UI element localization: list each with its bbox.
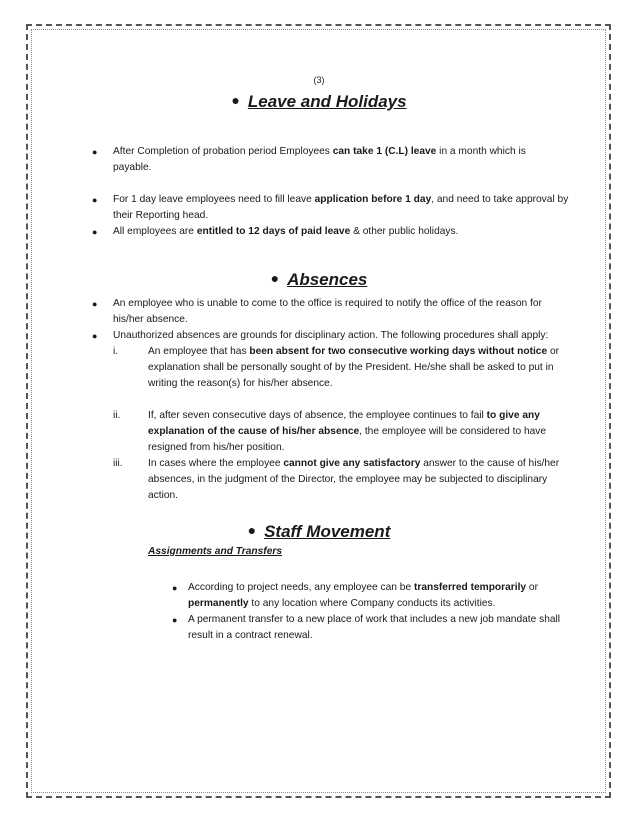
leave-item-2: For 1 day leave employees need to fill leave application before 1 day, and need to take approval by their Reporting head. bbox=[113, 194, 569, 221]
staff-item-1: According to project needs, any employee can be transferred temporarily or permanently to any location where Company conducts its activities. bbox=[188, 582, 538, 609]
bullet-icon: ● bbox=[172, 583, 178, 593]
heading-staff-movement: ● Staff Movement bbox=[247, 522, 391, 541]
heading-absences: ● Absences bbox=[270, 270, 368, 289]
bullet-icon: ● bbox=[92, 147, 98, 157]
bullet-icon: ● bbox=[92, 227, 98, 237]
procedure-1: An employee that has been absent for two consecutive working days without notice or explanation shall be personally sought of by the President. He/she shall be asked to put in writing the reason(s) for his/her absence. bbox=[148, 346, 560, 389]
procedure-3: In cases where the employee cannot give any satisfactory answer to the cause of his/her absences, in the judgment of the Director, the employee may be subjected to disciplinary action. bbox=[148, 458, 560, 501]
absences-item-2: Unauthorized absences are grounds for disciplinary action. The following procedures shall apply: bbox=[113, 330, 549, 341]
heading-bullet-icon: ● bbox=[247, 522, 257, 538]
bullet-icon: ● bbox=[172, 615, 178, 625]
absences-item-1: An employee who is unable to come to the office is required to notify the office of the reason for his/her absence. bbox=[113, 298, 542, 325]
leave-item-1: After Completion of probation period Employees can take 1 (C.L) leave in a month which is payable. bbox=[113, 146, 526, 173]
procedure-2: If, after seven consecutive days of absence, the employee continues to fail to give any explanation of the cause of his/her absence, the employee will be considered to have resigned from his/her position. bbox=[148, 410, 547, 453]
leave-item-3: All employees are entitled to 12 days of paid leave & other public holidays. bbox=[113, 226, 459, 237]
bullet-icon: ● bbox=[92, 299, 98, 309]
heading-bullet-icon: ● bbox=[231, 92, 240, 108]
heading-leave-and-holidays: ● Leave and Holidays bbox=[231, 92, 407, 111]
procedure-number: iii. bbox=[113, 458, 123, 469]
subsection-title: Assignments and Transfers bbox=[148, 546, 282, 557]
page-number: (3) bbox=[313, 75, 325, 85]
staff-item-2: A permanent transfer to a new place of work that includes a new job mandate shall result in a contract renewal. bbox=[188, 614, 561, 641]
procedure-number: i. bbox=[113, 346, 119, 357]
procedure-number: ii. bbox=[113, 410, 121, 421]
heading-bullet-icon: ● bbox=[270, 270, 280, 286]
bullet-icon: ● bbox=[92, 331, 98, 341]
bullet-icon: ● bbox=[92, 195, 98, 205]
